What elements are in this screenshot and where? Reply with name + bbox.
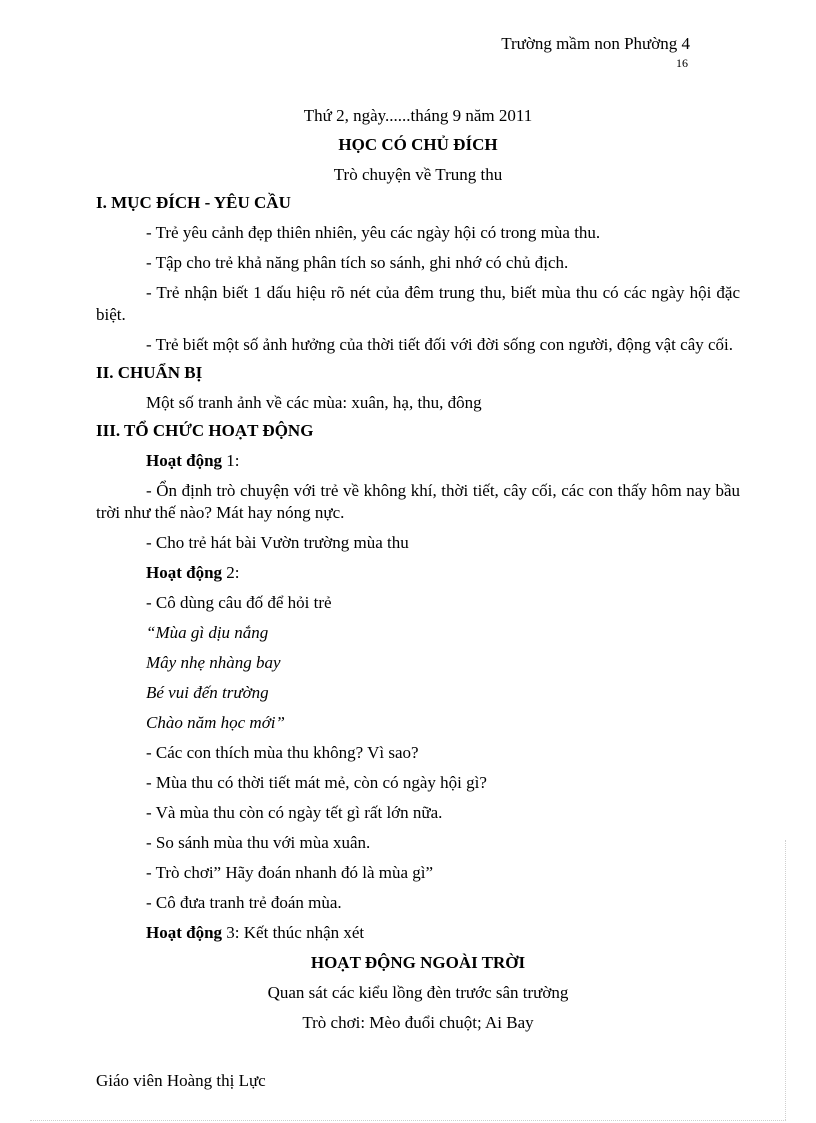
activity-2-heading — [96, 562, 740, 584]
riddle-line: Chào năm học mới” — [146, 713, 285, 732]
activity-2-item: - So sánh mùa thu với mùa xuân. — [146, 833, 371, 852]
document-body — [96, 105, 740, 1034]
section-heading-purpose: I. MỤC ĐÍCH - YÊU CẦU — [96, 193, 291, 212]
preparation-text: Một số tranh ảnh về các mùa: xuân, hạ, thu, đông — [146, 393, 482, 412]
purpose-item: - Trẻ yêu cảnh đẹp thiên nhiên, yêu các ngày hội có trong mùa thu. — [146, 223, 601, 242]
outdoor-observation: Quan sát các kiểu lồng đèn trước sân trường — [267, 983, 569, 1002]
activity-2-item: - Các con thích mùa thu không? Vì sao? — [146, 743, 419, 762]
activity-2-intro: - Cô dùng câu đố để hỏi trẻ — [146, 593, 332, 612]
section-heading-preparation: II. CHUẨN BỊ — [96, 363, 203, 382]
outdoor-heading: HOẠT ĐỘNG NGOÀI TRỜI — [310, 953, 526, 972]
activity-2-item: - Mùa thu có thời tiết mát mẻ, còn có ngày hội gì? — [146, 773, 487, 792]
purpose-item: - Tập cho trẻ khả năng phân tích so sánh, ghi nhớ có chủ địch. — [146, 253, 569, 272]
activity-1-heading — [96, 450, 740, 472]
activity-number: 2: — [222, 563, 240, 582]
riddle-line: Bé vui đến trường — [146, 683, 269, 702]
page-border-right — [785, 840, 786, 1120]
activity-2-item: - Và mùa thu còn có ngày tết gì rất lớn nữa. — [146, 803, 443, 822]
activity-3-text: 3: Kết thúc nhận xét — [222, 923, 365, 942]
date-line: Thứ 2, ngày......tháng 9 năm 2011 — [303, 106, 533, 125]
activity-number: 1: — [222, 451, 240, 470]
section-heading-activities: III. TỔ CHỨC HOẠT ĐỘNG — [96, 421, 314, 440]
activity-1-item: - Cho trẻ hát bài Vườn trường mùa thu — [146, 533, 409, 552]
activity-label: Hoạt động — [146, 451, 223, 470]
riddle-line: “Mùa gì dịu nắng — [146, 623, 269, 642]
activity-2-item: - Cô đưa tranh trẻ đoán mùa. — [146, 893, 342, 912]
lesson-subtitle: Trò chuyện về Trung thu — [333, 165, 503, 184]
page-border-bottom — [30, 1120, 786, 1121]
header-school-name: Trường mầm non Phường 4 — [501, 34, 690, 53]
activity-1-item: - Ổn định trò chuyện với trẻ về không khí, thời tiết, cây cối, các con thấy hôm nay bầu trời như thế nào? Mát hay nóng nực. — [96, 481, 740, 522]
purpose-item: - Trẻ nhận biết 1 dấu hiệu rõ nét của đêm trung thu, biết mùa thu có các ngày hội đặc biệt. — [96, 283, 740, 324]
purpose-item: - Trẻ biết một số ảnh hưởng của thời tiết đối với đời sống con người, động vật cây cối. — [146, 335, 734, 354]
activity-3-heading — [96, 922, 740, 944]
lesson-title: HỌC CÓ CHỦ ĐÍCH — [338, 135, 498, 154]
footer-teacher: Giáo viên Hoàng thị Lực — [96, 1071, 266, 1090]
page-number: 16 — [676, 56, 688, 70]
riddle-line: Mây nhẹ nhàng bay — [146, 653, 281, 672]
activity-label: Hoạt động — [146, 563, 223, 582]
activity-label: Hoạt động — [146, 923, 223, 942]
outdoor-game: Trò chơi: Mèo đuổi chuột; Ai Bay — [302, 1013, 534, 1032]
activity-2-item: - Trò chơi” Hãy đoán nhanh đó là mùa gì” — [146, 863, 434, 882]
